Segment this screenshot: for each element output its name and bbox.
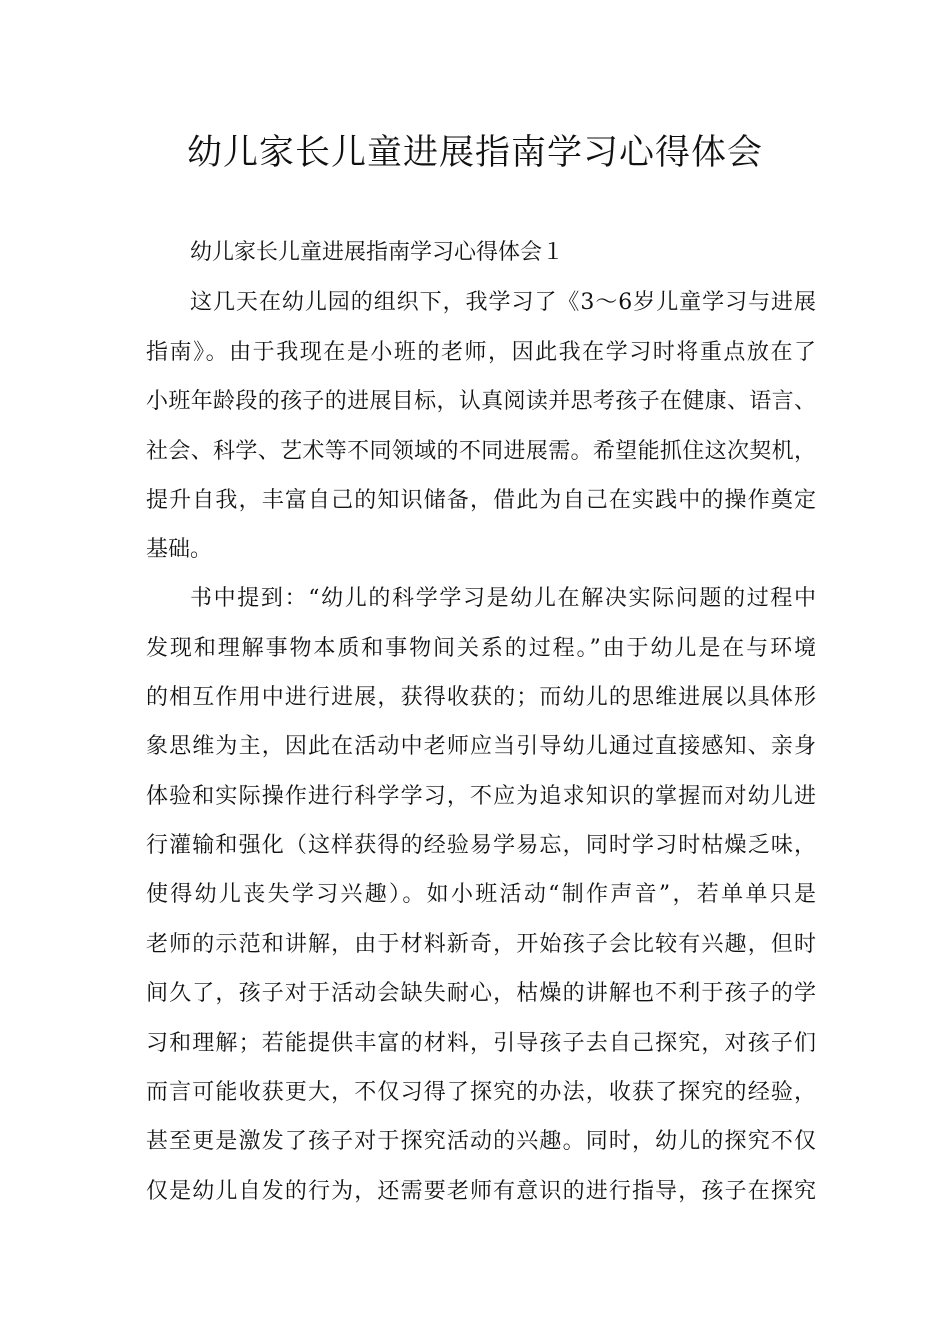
document-title: 幼儿家长儿童进展指南学习心得体会 <box>186 133 763 173</box>
paragraph-line: 书中提到：“幼儿的科学学习是幼儿在解决实际问题的过程中 <box>190 586 816 611</box>
paragraph-line: 基础。 <box>146 537 213 562</box>
section-heading: 幼儿家长儿童进展指南学习心得体会１ <box>190 240 565 265</box>
paragraph-line: 老师的示范和讲解，由于材料新奇，开始孩子会比较有兴趣，但时 <box>146 932 816 957</box>
paragraph-line: 的相互作用中进行进展，获得收获的；而幼儿的思维进展以具体形 <box>146 685 816 710</box>
paragraph-line: 社会、科学、艺术等不同领域的不同进展需。希望能抓住这次契机， <box>146 439 816 464</box>
paragraph-line: 这几天在幼儿园的组织下，我学习了《3～6岁儿童学习与进展 <box>190 290 816 315</box>
paragraph-line: 发现和理解事物本质和事物间关系的过程。”由于幼儿是在与环境 <box>146 636 816 661</box>
paragraph-line: 仅是幼儿自发的行为，还需要老师有意识的进行指导，孩子在探究 <box>146 1179 816 1204</box>
paragraph-line: 甚至更是激发了孩子对于探究活动的兴趣。同时，幼儿的探究不仅 <box>146 1129 816 1154</box>
paragraph-line: 习和理解；若能提供丰富的材料，引导孩子去自己探究，对孩子们 <box>146 1031 816 1056</box>
paragraph-line: 使得幼儿丧失学习兴趣）。如小班活动“制作声音”，若单单只是 <box>146 882 816 907</box>
paragraph-line: 象思维为主，因此在活动中老师应当引导幼儿通过直接感知、亲身 <box>146 734 816 759</box>
paragraph-line: 小班年龄段的孩子的进展目标，认真阅读并思考孩子在健康、语言、 <box>146 389 816 414</box>
paragraph-line: 间久了，孩子对于活动会缺失耐心，枯燥的讲解也不利于孩子的学 <box>146 981 816 1006</box>
paragraph-line: 体验和实际操作进行科学学习，不应为追求知识的掌握而对幼儿进 <box>146 784 816 809</box>
paragraph-line: 指南》。由于我现在是小班的老师，因此我在学习时将重点放在了 <box>146 340 816 365</box>
paragraph-line: 行灌输和强化（这样获得的经验易学易忘，同时学习时枯燥乏味， <box>146 833 816 858</box>
paragraph-line: 提升自我，丰富自己的知识储备，借此为自己在实践中的操作奠定 <box>146 488 816 513</box>
paragraph-line: 而言可能收获更大，不仅习得了探究的办法，收获了探究的经验， <box>146 1080 816 1105</box>
